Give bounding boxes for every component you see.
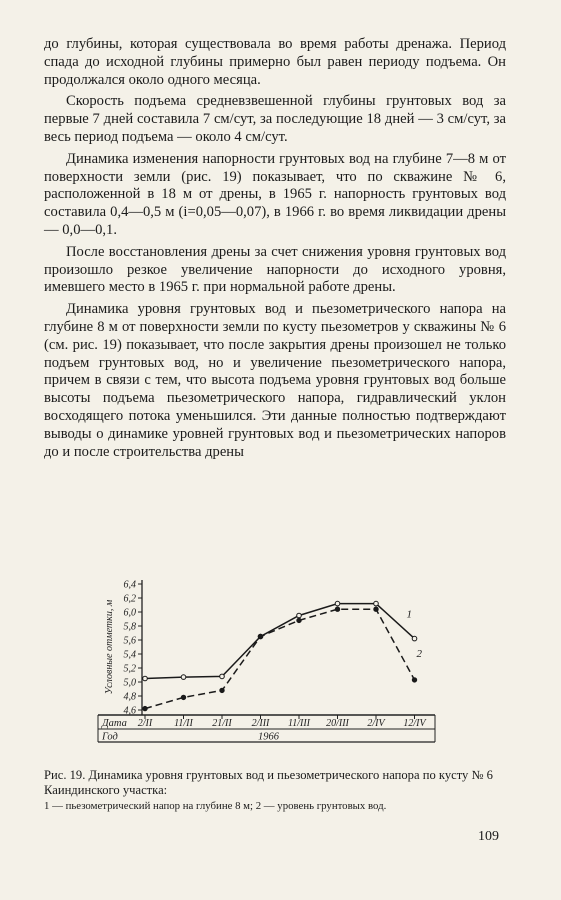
series-point-1: [220, 674, 225, 679]
series-point-2: [412, 678, 416, 682]
row-label-year: Год: [102, 731, 118, 743]
page-number: 109: [478, 829, 499, 844]
series-point-1: [335, 601, 340, 606]
paragraph: Скорость подъема средневзвешенной глубины грунтовых вод за первые 7 дней составила 7 см/сут, за последующие 18 дней — 3 см/сут, за весь период подъема — около 4 см/сут.: [44, 93, 506, 145]
series-line-2: [145, 609, 415, 708]
caption-main: Рис. 19. Динамика уровня грунтовых вод и пьезометрического напора по кусту № 6 Каиндинского участка:: [44, 768, 493, 797]
series-point-2: [258, 634, 262, 638]
y-tick-label: 6,2: [123, 593, 136, 605]
x-tick-label: 2/III: [251, 718, 270, 729]
series-line-1: [145, 604, 415, 679]
figure-caption: [44, 768, 510, 813]
paragraph: Динамика изменения напорности грунтовых вод на глубине 7—8 м от поверхности земли (рис. 19) показывает, что по скважине № 6, расположенной в 18 м от дрены, в 1965 г. напорность грунтовых вод составила 0,4—0,5 м (i=0,05—0,07), в 1966 г. во время ликвидации дрены — 0,0—0,1.: [44, 150, 506, 238]
paragraph: до глубины, которая существовала во время работы дренажа. Период спада до исходной глубины примерно был равен периоду подъема. Он продолжался около одного месяца.: [44, 36, 506, 88]
x-tick-label: 11/II: [174, 718, 193, 729]
y-tick-label: 6,4: [123, 579, 136, 591]
year-label: 1966: [258, 731, 279, 743]
y-tick-label: 5,2: [123, 663, 136, 675]
x-tick-label: 11/III: [287, 718, 311, 729]
series-point-2: [181, 695, 185, 699]
x-tick-label: 20/III: [326, 718, 349, 729]
x-tick-label: 21/II: [212, 718, 232, 729]
line-chart: [90, 574, 438, 754]
y-tick-label: 4,6: [123, 705, 136, 717]
series-point-1: [297, 613, 302, 618]
paragraph: Динамика уровня грунтовых вод и пьезометрического напора на глубине 8 м от поверхности земли по кусту пьезометров у скважины № 6 (см. рис. 19) показывает, что после закрытия дрены произошел не только подъем грунтовых вод, но и увеличение пьезометрического напора, причем в связи с тем, что высота подъема уровня грунтовых вод больше высоты подъема пьезометрического напора, гидравлический уклон восходящего потока уменьшился. Эти данные полностью подтверждают выводы о динамике уровней грунтовых вод и пьезометрических напоров до и после строительства дрены: [44, 301, 506, 460]
series-point-1: [412, 636, 417, 641]
figure-19: [90, 574, 438, 754]
series-point-2: [297, 618, 301, 622]
series-label-1: 1: [406, 608, 412, 621]
y-tick-label: 6,0: [123, 607, 136, 619]
series-point-1: [181, 675, 186, 680]
series-point-1: [374, 601, 379, 606]
series-point-2: [335, 607, 339, 611]
series-point-2: [374, 607, 378, 611]
series-point-2: [143, 706, 147, 710]
series-point-2: [220, 688, 224, 692]
caption-legend: 1 — пьезометрический напор на глубине 8 м; 2 — уровень грунтовых вод.: [44, 800, 387, 812]
y-axis-label: Условные отметки, м: [104, 599, 115, 695]
x-tick-label: 2/IV: [367, 718, 385, 729]
y-tick-label: 5,0: [123, 677, 136, 689]
series-point-1: [143, 676, 148, 681]
x-tick-label: 12/IV: [403, 718, 426, 729]
x-tick-label: 2/II: [137, 718, 153, 729]
y-tick-label: 5,8: [123, 621, 136, 633]
y-tick-label: 5,4: [123, 649, 136, 661]
body-text: [44, 36, 506, 465]
y-tick-label: 4,8: [123, 691, 136, 703]
paragraph: После восстановления дрены за счет снижения уровня грунтовых вод произошло резкое увеличение напорности до исходного уровня, имевшего место в 1965 г. при нормальной работе дрены.: [44, 243, 506, 296]
row-label-date: Дата: [102, 718, 127, 729]
series-label-2: 2: [416, 648, 422, 661]
y-tick-label: 5,6: [123, 635, 136, 647]
